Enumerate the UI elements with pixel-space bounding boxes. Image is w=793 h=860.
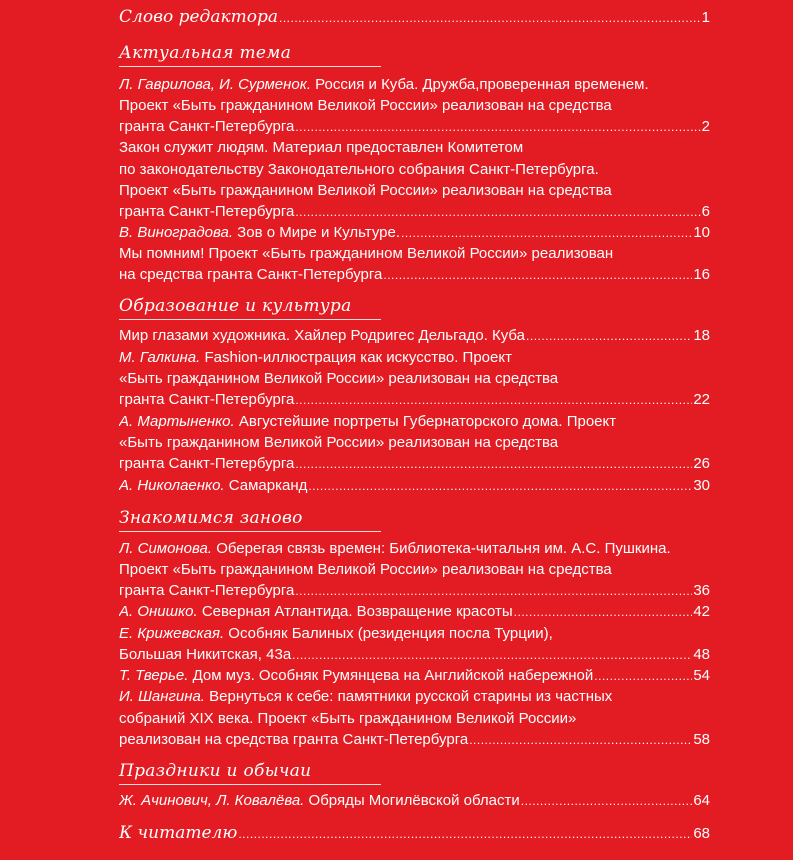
toc-line[interactable] bbox=[119, 97, 710, 115]
toc-line[interactable] bbox=[119, 561, 710, 579]
toc-line[interactable] bbox=[119, 792, 710, 810]
entry-text: на средства гранта Санкт-Петербурга bbox=[119, 266, 383, 283]
toc-line[interactable] bbox=[119, 161, 710, 179]
section-divider bbox=[119, 531, 381, 532]
toc-line[interactable] bbox=[119, 245, 710, 263]
toc-entry-reader[interactable] bbox=[119, 822, 710, 844]
section-title-prazdniki-i-obychai: Праздники и обычаи bbox=[119, 761, 312, 781]
entry-text: Fashion-иллюстрация как искусство. Проект bbox=[200, 349, 512, 366]
entry-text: Проект «Быть гражданином Великой России» реализован на средства bbox=[119, 561, 612, 578]
toc-line[interactable] bbox=[119, 139, 710, 157]
entry-text: гранта Санкт-Петербурга bbox=[119, 582, 295, 599]
author: А. Николаенко. bbox=[119, 477, 225, 494]
section-divider bbox=[119, 66, 381, 67]
toc-line[interactable] bbox=[119, 118, 710, 136]
toc-line[interactable] bbox=[119, 625, 710, 643]
author: М. Галкина. bbox=[119, 349, 201, 366]
toc-line[interactable] bbox=[119, 667, 710, 685]
page-number: 16 bbox=[693, 266, 710, 283]
page-number: 22 bbox=[693, 391, 710, 408]
page-number: 36 bbox=[693, 582, 710, 599]
page-number: 68 bbox=[693, 825, 710, 842]
leader-dots bbox=[521, 792, 693, 810]
leader-dots bbox=[594, 667, 692, 685]
toc-line[interactable] bbox=[119, 646, 710, 664]
toc-line[interactable] bbox=[119, 455, 710, 473]
leader-dots bbox=[383, 266, 692, 284]
toc-line[interactable] bbox=[119, 76, 710, 94]
page-number: 54 bbox=[693, 667, 710, 684]
leader-dots bbox=[279, 7, 701, 28]
leader-dots bbox=[238, 823, 692, 844]
toc-line[interactable] bbox=[119, 477, 710, 495]
toc-line[interactable] bbox=[119, 710, 710, 728]
author: Л. Гаврилова, И. Сурменок. bbox=[119, 76, 311, 93]
entry-text: гранта Санкт-Петербурга bbox=[119, 391, 295, 408]
entry-text: «Быть гражданином Великой России» реализован на средства bbox=[119, 370, 559, 387]
entry-text: Мир глазами художника. Хайлер Родригес Дельгадо. Куба bbox=[119, 327, 526, 344]
toc-entry-editor[interactable] bbox=[119, 6, 710, 28]
author: И. Шангина. bbox=[119, 688, 205, 705]
toc-line[interactable] bbox=[119, 603, 710, 621]
toc-line[interactable] bbox=[119, 731, 710, 749]
toc-line[interactable] bbox=[119, 688, 710, 706]
section-title-aktualnaya-tema: Актуальная тема bbox=[119, 43, 292, 63]
page-number: 2 bbox=[701, 118, 710, 135]
entry-text: Обряды Могилёвской области bbox=[304, 792, 520, 809]
leader-dots bbox=[295, 455, 692, 473]
entry-text: гранта Санкт-Петербурга bbox=[119, 455, 295, 472]
page-number: 58 bbox=[693, 731, 710, 748]
entry-text: Проект «Быть гражданином Великой России» реализован на средства bbox=[119, 97, 612, 114]
entry-text: собраний XIX века. Проект «Быть гражданином Великой России» bbox=[119, 710, 577, 727]
toc-line[interactable] bbox=[119, 349, 710, 367]
toc-line[interactable] bbox=[119, 434, 710, 452]
entry-text: Августейшие портреты Губернаторского дома. Проект bbox=[234, 413, 617, 430]
leader-dots bbox=[292, 646, 692, 664]
editor-title: Слово редактора bbox=[119, 7, 278, 27]
entry-text: гранта Санкт-Петербурга bbox=[119, 118, 295, 135]
entry-text: по законодательству Законодательного собрания Санкт-Петербурга. bbox=[119, 161, 599, 178]
section-title-znakomimsya-zanovo: Знакомимся заново bbox=[119, 508, 303, 528]
entry-text: Зов о Мире и Культуре. bbox=[233, 224, 401, 241]
entry-text: Самарканд bbox=[224, 477, 308, 494]
toc-line[interactable] bbox=[119, 266, 710, 284]
page-number: 10 bbox=[693, 224, 710, 241]
entry-text: Россия и Куба. Дружба,проверенная временем. bbox=[311, 76, 649, 93]
entry-text: Дом муз. Особняк Румянцева на Английской набережной bbox=[188, 667, 594, 684]
page-number: 30 bbox=[693, 477, 710, 494]
toc-line[interactable] bbox=[119, 370, 710, 388]
leader-dots bbox=[401, 224, 692, 242]
entry-text: Мы помним! Проект «Быть гражданином Великой России» реализован bbox=[119, 245, 614, 262]
leader-dots bbox=[295, 391, 692, 409]
author: В. Виноградова. bbox=[119, 224, 234, 241]
leader-dots bbox=[514, 603, 693, 621]
author: Л. Симонова. bbox=[119, 540, 213, 557]
page-number: 64 bbox=[693, 792, 710, 809]
entry-text: Закон служит людям. Материал предоставлен Комитетом bbox=[119, 139, 524, 156]
entry-text: Особняк Балиных (резиденция посла Турции), bbox=[224, 625, 553, 642]
entry-text: Оберегая связь времен: Библиотека-читальня им. А.С. Пушкина. bbox=[212, 540, 671, 557]
author: А. Мартыненко. bbox=[119, 413, 235, 430]
author: Е. Крижевская. bbox=[119, 625, 225, 642]
leader-dots bbox=[526, 327, 692, 345]
leader-dots bbox=[295, 582, 692, 600]
toc-line[interactable] bbox=[119, 391, 710, 409]
entry-text: Вернуться к себе: памятники русской старины из частных bbox=[204, 688, 613, 705]
toc-line[interactable] bbox=[119, 540, 710, 558]
toc-line[interactable] bbox=[119, 224, 710, 242]
toc-line[interactable] bbox=[119, 327, 710, 345]
leader-dots bbox=[469, 731, 692, 749]
entry-text: гранта Санкт-Петербурга bbox=[119, 203, 295, 220]
page-number: 1 bbox=[701, 9, 710, 26]
page-number: 26 bbox=[693, 455, 710, 472]
page-number: 42 bbox=[693, 603, 710, 620]
reader-title: К читателю bbox=[119, 823, 238, 843]
author: А. Онишко. bbox=[119, 603, 198, 620]
toc-line[interactable] bbox=[119, 203, 710, 221]
leader-dots bbox=[295, 118, 700, 136]
leader-dots bbox=[295, 203, 700, 221]
toc-line[interactable] bbox=[119, 182, 710, 200]
entry-text: Северная Атлантида. Возвращение красоты bbox=[197, 603, 513, 620]
page-number: 6 bbox=[701, 203, 710, 220]
leader-dots bbox=[308, 477, 692, 495]
section-divider bbox=[119, 784, 381, 785]
entry-text: Проект «Быть гражданином Великой России» реализован на средства bbox=[119, 182, 612, 199]
page-number: 18 bbox=[693, 327, 710, 344]
section-title-obrazovanie-i-kultura: Образование и культура bbox=[119, 296, 352, 316]
author: Т. Тверье. bbox=[119, 667, 189, 684]
entry-text: «Быть гражданином Великой России» реализован на средства bbox=[119, 434, 559, 451]
page-number: 48 bbox=[693, 646, 710, 663]
toc-line[interactable] bbox=[119, 413, 710, 431]
section-divider bbox=[119, 319, 381, 320]
author: Ж. Ачинович, Л. Ковалёва. bbox=[119, 792, 305, 809]
toc-line[interactable] bbox=[119, 582, 710, 600]
entry-text: Большая Никитская, 43а bbox=[119, 646, 292, 663]
entry-text: реализован на средства гранта Санкт-Петербурга bbox=[119, 731, 469, 748]
